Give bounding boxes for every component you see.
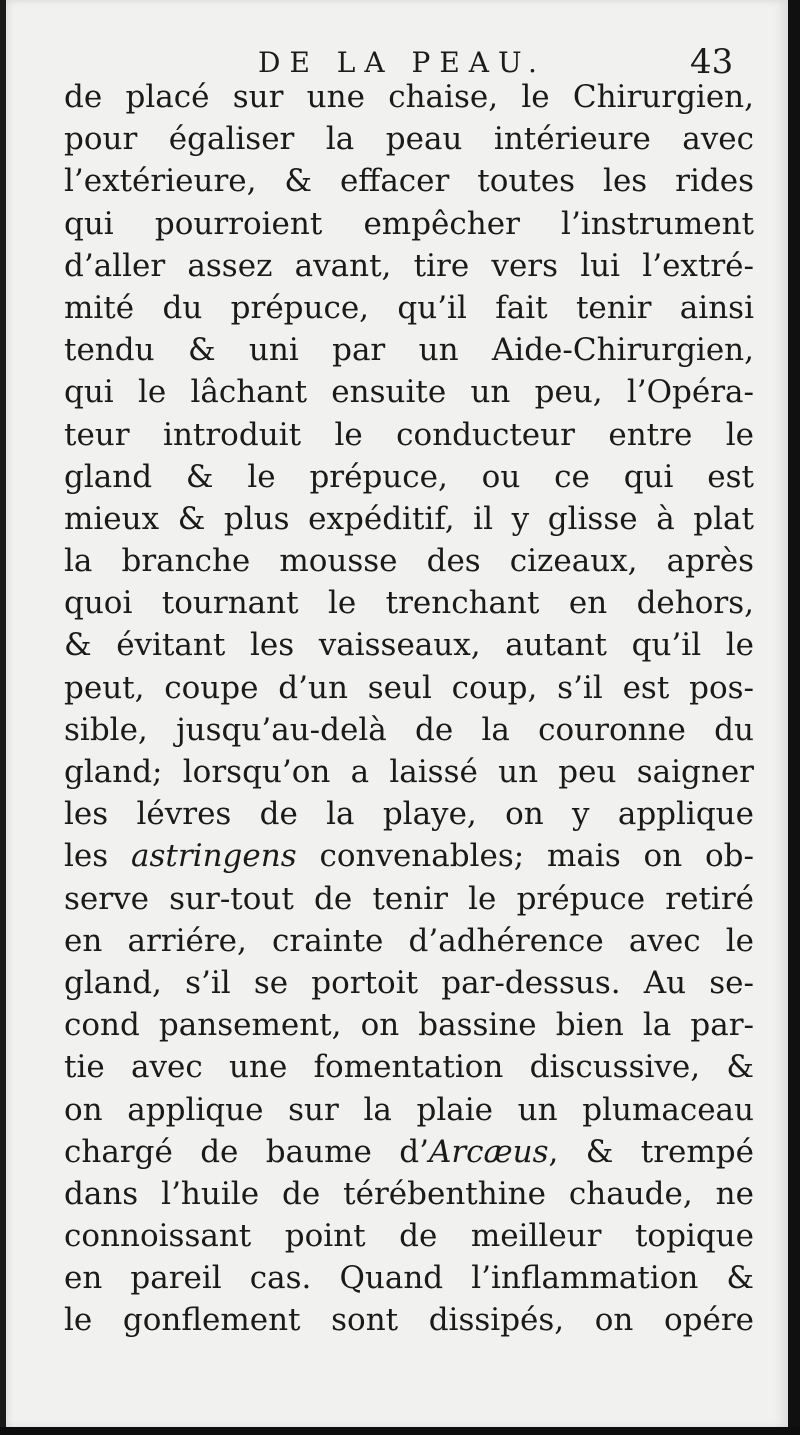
page-number: 43 xyxy=(690,42,734,82)
text-segment: les xyxy=(64,838,131,875)
text-line: quoi tournant le trenchant en dehors, xyxy=(64,585,754,622)
text-line xyxy=(64,1131,754,1173)
text-line: on applique sur la plaie un plumaceau xyxy=(64,1091,754,1128)
text-line: connoissant point de meilleur topique xyxy=(64,1218,754,1255)
text-segment: convenables; mais on ob- xyxy=(296,838,754,875)
text-line: cond pansement, on bassine bien la par- xyxy=(64,1007,754,1044)
text-segment: , & trempé xyxy=(548,1133,754,1170)
book-page xyxy=(6,0,788,1428)
page-bottom-edge xyxy=(0,1427,800,1435)
text-line: dans l’huile de térébenthine chaude, ne xyxy=(64,1175,754,1212)
text-line: qui pourroient empêcher l’instrument xyxy=(64,205,754,242)
text-line: tie avec une fomentation discussive, & xyxy=(64,1049,754,1086)
text-line: en pareil cas. Quand l’inflammation & xyxy=(64,1260,754,1297)
text-line: en arriére, crainte d’adhérence avec le xyxy=(64,922,754,959)
text-line: serve sur-tout de tenir le prépuce retiré xyxy=(64,880,754,917)
text-line: gland & le prépuce, ou ce qui est xyxy=(64,458,754,495)
text-line: mité du prépuce, qu’il fait tenir ainsi xyxy=(64,289,754,326)
italic-term: astringens xyxy=(131,838,297,875)
text-line: gland; lorsqu’on a laissé un peu saigner xyxy=(64,754,754,790)
body-text xyxy=(64,76,754,1342)
page-edge-shadow xyxy=(788,0,800,1435)
text-line: le gonflement sont dissipés, on opére xyxy=(64,1302,754,1339)
text-line: la branche mousse des cizeaux, après xyxy=(64,543,754,580)
text-line: peut, coupe d’un seul coup, s’il est pos- xyxy=(64,669,754,706)
text-line: de placé sur une chaise, le Chirurgien, xyxy=(64,79,754,115)
text-line: gland, s’il se portoit par-dessus. Au se- xyxy=(64,964,754,1001)
running-head: DE LA PEAU. xyxy=(258,46,546,79)
text-line: pour égaliser la peau intérieure avec xyxy=(64,121,754,158)
text-line xyxy=(64,835,754,877)
text-line: mieux & plus expéditif, il y glisse à plat xyxy=(64,500,754,537)
text-line: qui le lâchant ensuite un peu, l’Opéra- xyxy=(64,374,754,411)
text-segment: chargé de baume d’ xyxy=(64,1133,429,1170)
text-line: teur introduit le conducteur entre le xyxy=(64,416,754,453)
text-line: les lévres de la playe, on y applique xyxy=(64,796,754,833)
text-line: l’extérieure, & effacer toutes les rides xyxy=(64,163,754,200)
text-line: d’aller assez avant, tire vers lui l’extré- xyxy=(64,247,754,284)
text-line: sible, jusqu’au-delà de la couronne du xyxy=(64,711,754,748)
italic-term: Arcæus xyxy=(428,1133,549,1170)
text-line: & évitant les vaisseaux, autant qu’il le xyxy=(64,627,754,664)
text-line: tendu & uni par un Aide-Chirurgien, xyxy=(64,332,754,369)
